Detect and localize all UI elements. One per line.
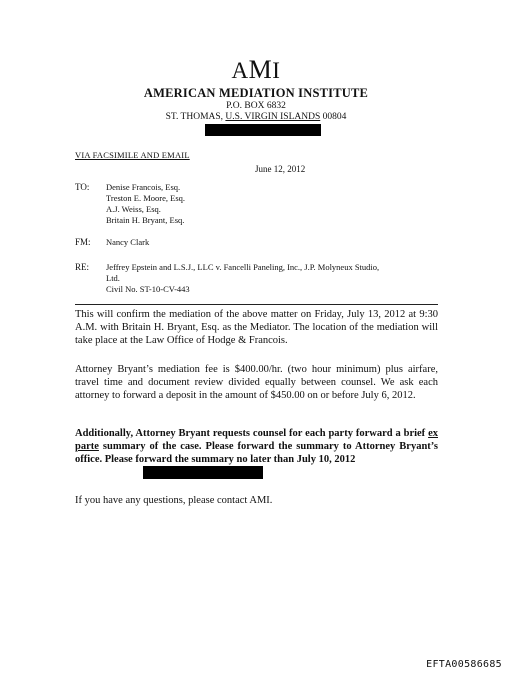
recipient: Britain H. Bryant, Esq. [106,215,185,225]
recipient: Denise Francois, Esq. [106,182,181,192]
letter-date: June 12, 2012 [255,164,306,174]
to-label: TO: [75,182,90,192]
po-box: P.O. BOX 6832 [226,101,286,111]
address-suffix: 00804 [320,112,347,122]
delivery-method: VIA FACSIMILE AND EMAIL [75,150,190,160]
ami-logo [0,55,512,84]
re-label: RE: [75,262,90,272]
address-prefix: ST. THOMAS, [165,112,226,122]
re-subject [106,262,446,295]
p3-text-b: summary of the case. Please forward the summary to Attorney Bryant’s office. Please forward the summary no later than July 10, 2012 [75,441,438,465]
logo-letter-i: I [272,58,281,83]
p3-ex: ex [428,428,438,439]
address-line [0,112,512,122]
logo-letter-m: M [248,55,273,84]
recipient: A.J. Weiss, Esq. [106,204,161,214]
redaction-block-header [205,124,321,136]
redaction-block-body [143,466,263,479]
header-divider [75,304,438,305]
re-line: Jeffrey Epstein and L.S.J., LLC v. Fancelli Paneling, Inc., J.P. Molyneux Studio, [106,262,380,272]
from-label: FM: [75,237,91,247]
paragraph-confirmation: This will confirm the mediation of the above matter on Friday, July 13, 2012 at 9:30 A.M. with Britain H. Bryant, Esq. as the Mediator. The location of the mediation will take place at the Law Office of Hodge & Francois. [75,309,438,346]
document-id: EFTA00586685 [426,659,502,670]
to-recipients [106,182,446,226]
p3-parte: parte [75,441,99,452]
paragraph-summary-request [75,427,438,466]
p3-text-a: Additionally, Attorney Bryant requests counsel for each party forward a brief [75,428,429,439]
org-name: AMERICAN MEDIATION INSTITUTE [143,86,369,100]
paragraph-fee: Attorney Bryant’s mediation fee is $400.00/hr. (two hour minimum) plus airfare, travel time and document review divided equally between counsel. We ask each attorney to forward a deposit in the amount of $450.00 on or before July 6, 2012. [75,364,438,401]
logo-letter-a: A [231,58,249,83]
recipient: Treston E. Moore, Esq. [106,193,186,203]
address-underlined: U.S. VIRGIN ISLANDS [225,112,321,122]
from-name: Nancy Clark [106,237,150,247]
paragraph-contact: If you have any questions, please contact AMI. [75,495,273,506]
re-line: Civil No. ST-10-CV-443 [106,284,190,294]
re-line: Ltd. [106,273,120,283]
